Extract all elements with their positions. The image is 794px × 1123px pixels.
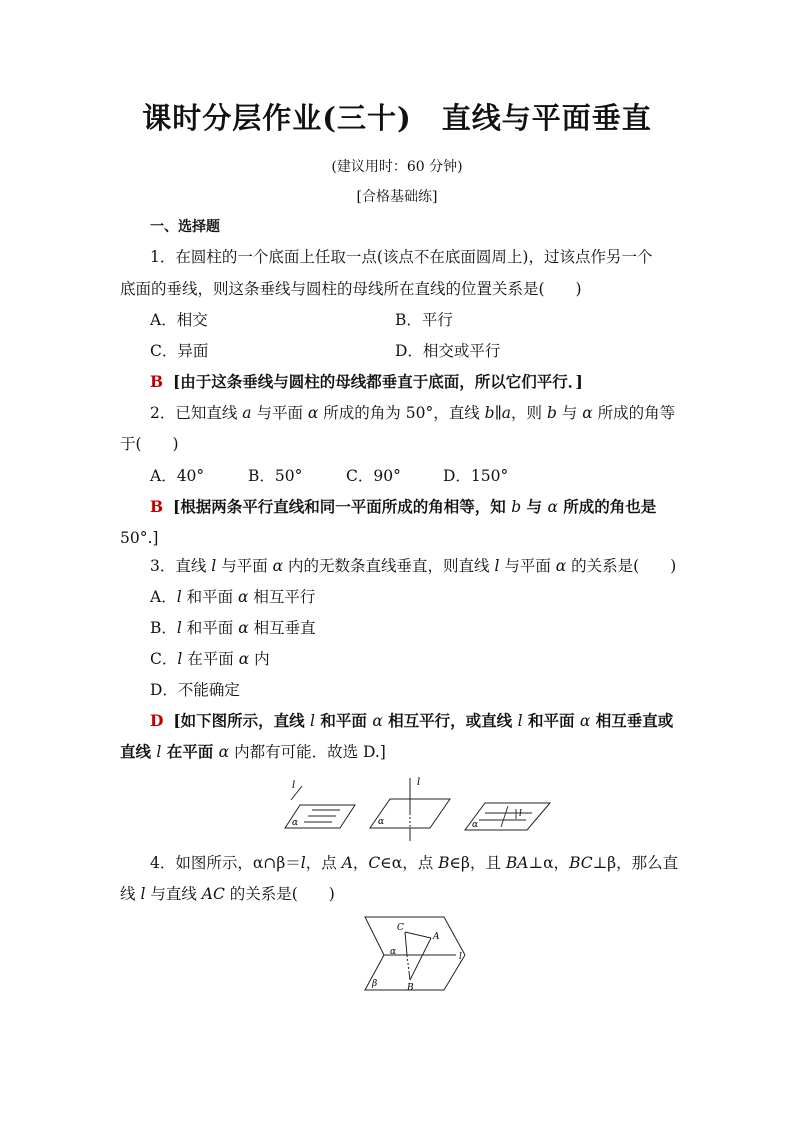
- q1-line2: 底面的垂线，则这条垂线与圆柱的母线所在直线的位置关系是( ): [120, 280, 582, 298]
- q2-option-c: C．90°: [346, 467, 401, 485]
- q3-fig-label-l1: l: [292, 780, 296, 791]
- q4-line1: 4．如图所示，α∩β＝l，点 A，C∈α，点 B∈β，且 BA⊥α，BC⊥β，那么直: [150, 854, 679, 872]
- q3-fig-in-plane: [465, 803, 550, 830]
- q4-fig-label-b: B: [407, 983, 414, 993]
- q3-fig-parallel: [285, 780, 355, 828]
- q3-option-c: C．l 在平面 α 内: [150, 650, 270, 668]
- q2-line1: 2．已知直线 a 与平面 α 所成的角为 50°，直线 b∥a，则 b 与 α 所成的角等: [150, 404, 676, 422]
- q3-fig-label-l2: l: [417, 777, 421, 788]
- q3-answer-letter: D: [150, 711, 164, 730]
- q3-option-a: A．l 和平面 α 相互平行: [150, 588, 316, 606]
- q3-fig-label-a2: α: [378, 817, 385, 827]
- q1-explanation: [由于这条垂线与圆柱的母线都垂直于底面，所以它们平行．]: [172, 372, 583, 391]
- title-main: 课时分层作业(三十): [142, 101, 412, 135]
- q3-fig-label-l3: l: [519, 809, 522, 819]
- q1-option-a: A．相交: [150, 311, 208, 329]
- q4-fig-label-l: l: [459, 952, 462, 962]
- q3-option-d: D．不能确定: [150, 681, 240, 699]
- q1-line1: 1．在圆柱的一个底面上任取一点(该点不在底面圆周上)，过该点作另一个: [150, 248, 653, 266]
- q4-fig-label-alpha: α: [390, 947, 397, 957]
- q3-option-b: B．l 和平面 α 相互垂直: [150, 619, 316, 637]
- q3-fig-label-a3: α: [472, 820, 479, 830]
- time-note: (建议用时：60 分钟): [331, 159, 463, 175]
- q3-answer: D [如下图所示，直线 l 和平面 α 相互平行，或直线 l 和平面 α 相互垂直或: [150, 711, 674, 730]
- q4-fig-label-a: A: [433, 932, 440, 942]
- q2-option-d: D．150°: [443, 467, 509, 485]
- q2-explanation-line2: 50°.]: [120, 529, 159, 547]
- q1-answer-letter: B: [150, 372, 164, 391]
- q4-figure: [360, 912, 480, 994]
- q2-answer: B [根据两条平行直线和同一平面所成的角相等，知 b 与 α 所成的角也是: [150, 497, 657, 516]
- q1-option-d: D．相交或平行: [395, 342, 501, 360]
- q3-figure: [270, 775, 555, 845]
- q4-fig-label-beta: β: [372, 979, 378, 989]
- level-label: [合格基础练]: [356, 189, 438, 205]
- q2-option-a: A．40°: [150, 467, 205, 485]
- q1-option-c: C．异面: [150, 342, 209, 360]
- q2-line2: 于( ): [120, 435, 179, 453]
- q3-fig-label-a1: α: [292, 818, 299, 828]
- title-topic: 直线与平面垂直: [441, 101, 652, 135]
- section-heading: 一、选择题: [150, 219, 220, 235]
- q3-line1: 3．直线 l 与平面 α 内的无数条直线垂直，则直线 l 与平面 α 的关系是( ): [150, 557, 677, 575]
- q3-fig-perpendicular: [370, 777, 450, 841]
- q4-fig-label-c: C: [397, 923, 404, 933]
- q1-option-b: B．平行: [395, 311, 453, 329]
- q1-answer: [150, 372, 583, 392]
- page-title: [0, 96, 794, 137]
- q3-explanation-line2: 直线 l 在平面 α 内都有可能．故选 D.]: [120, 742, 386, 761]
- q4-line2: 线 l 与直线 AC 的关系是( ): [120, 885, 335, 903]
- q2-answer-letter: B: [150, 497, 164, 516]
- q2-option-b: B．50°: [248, 467, 303, 485]
